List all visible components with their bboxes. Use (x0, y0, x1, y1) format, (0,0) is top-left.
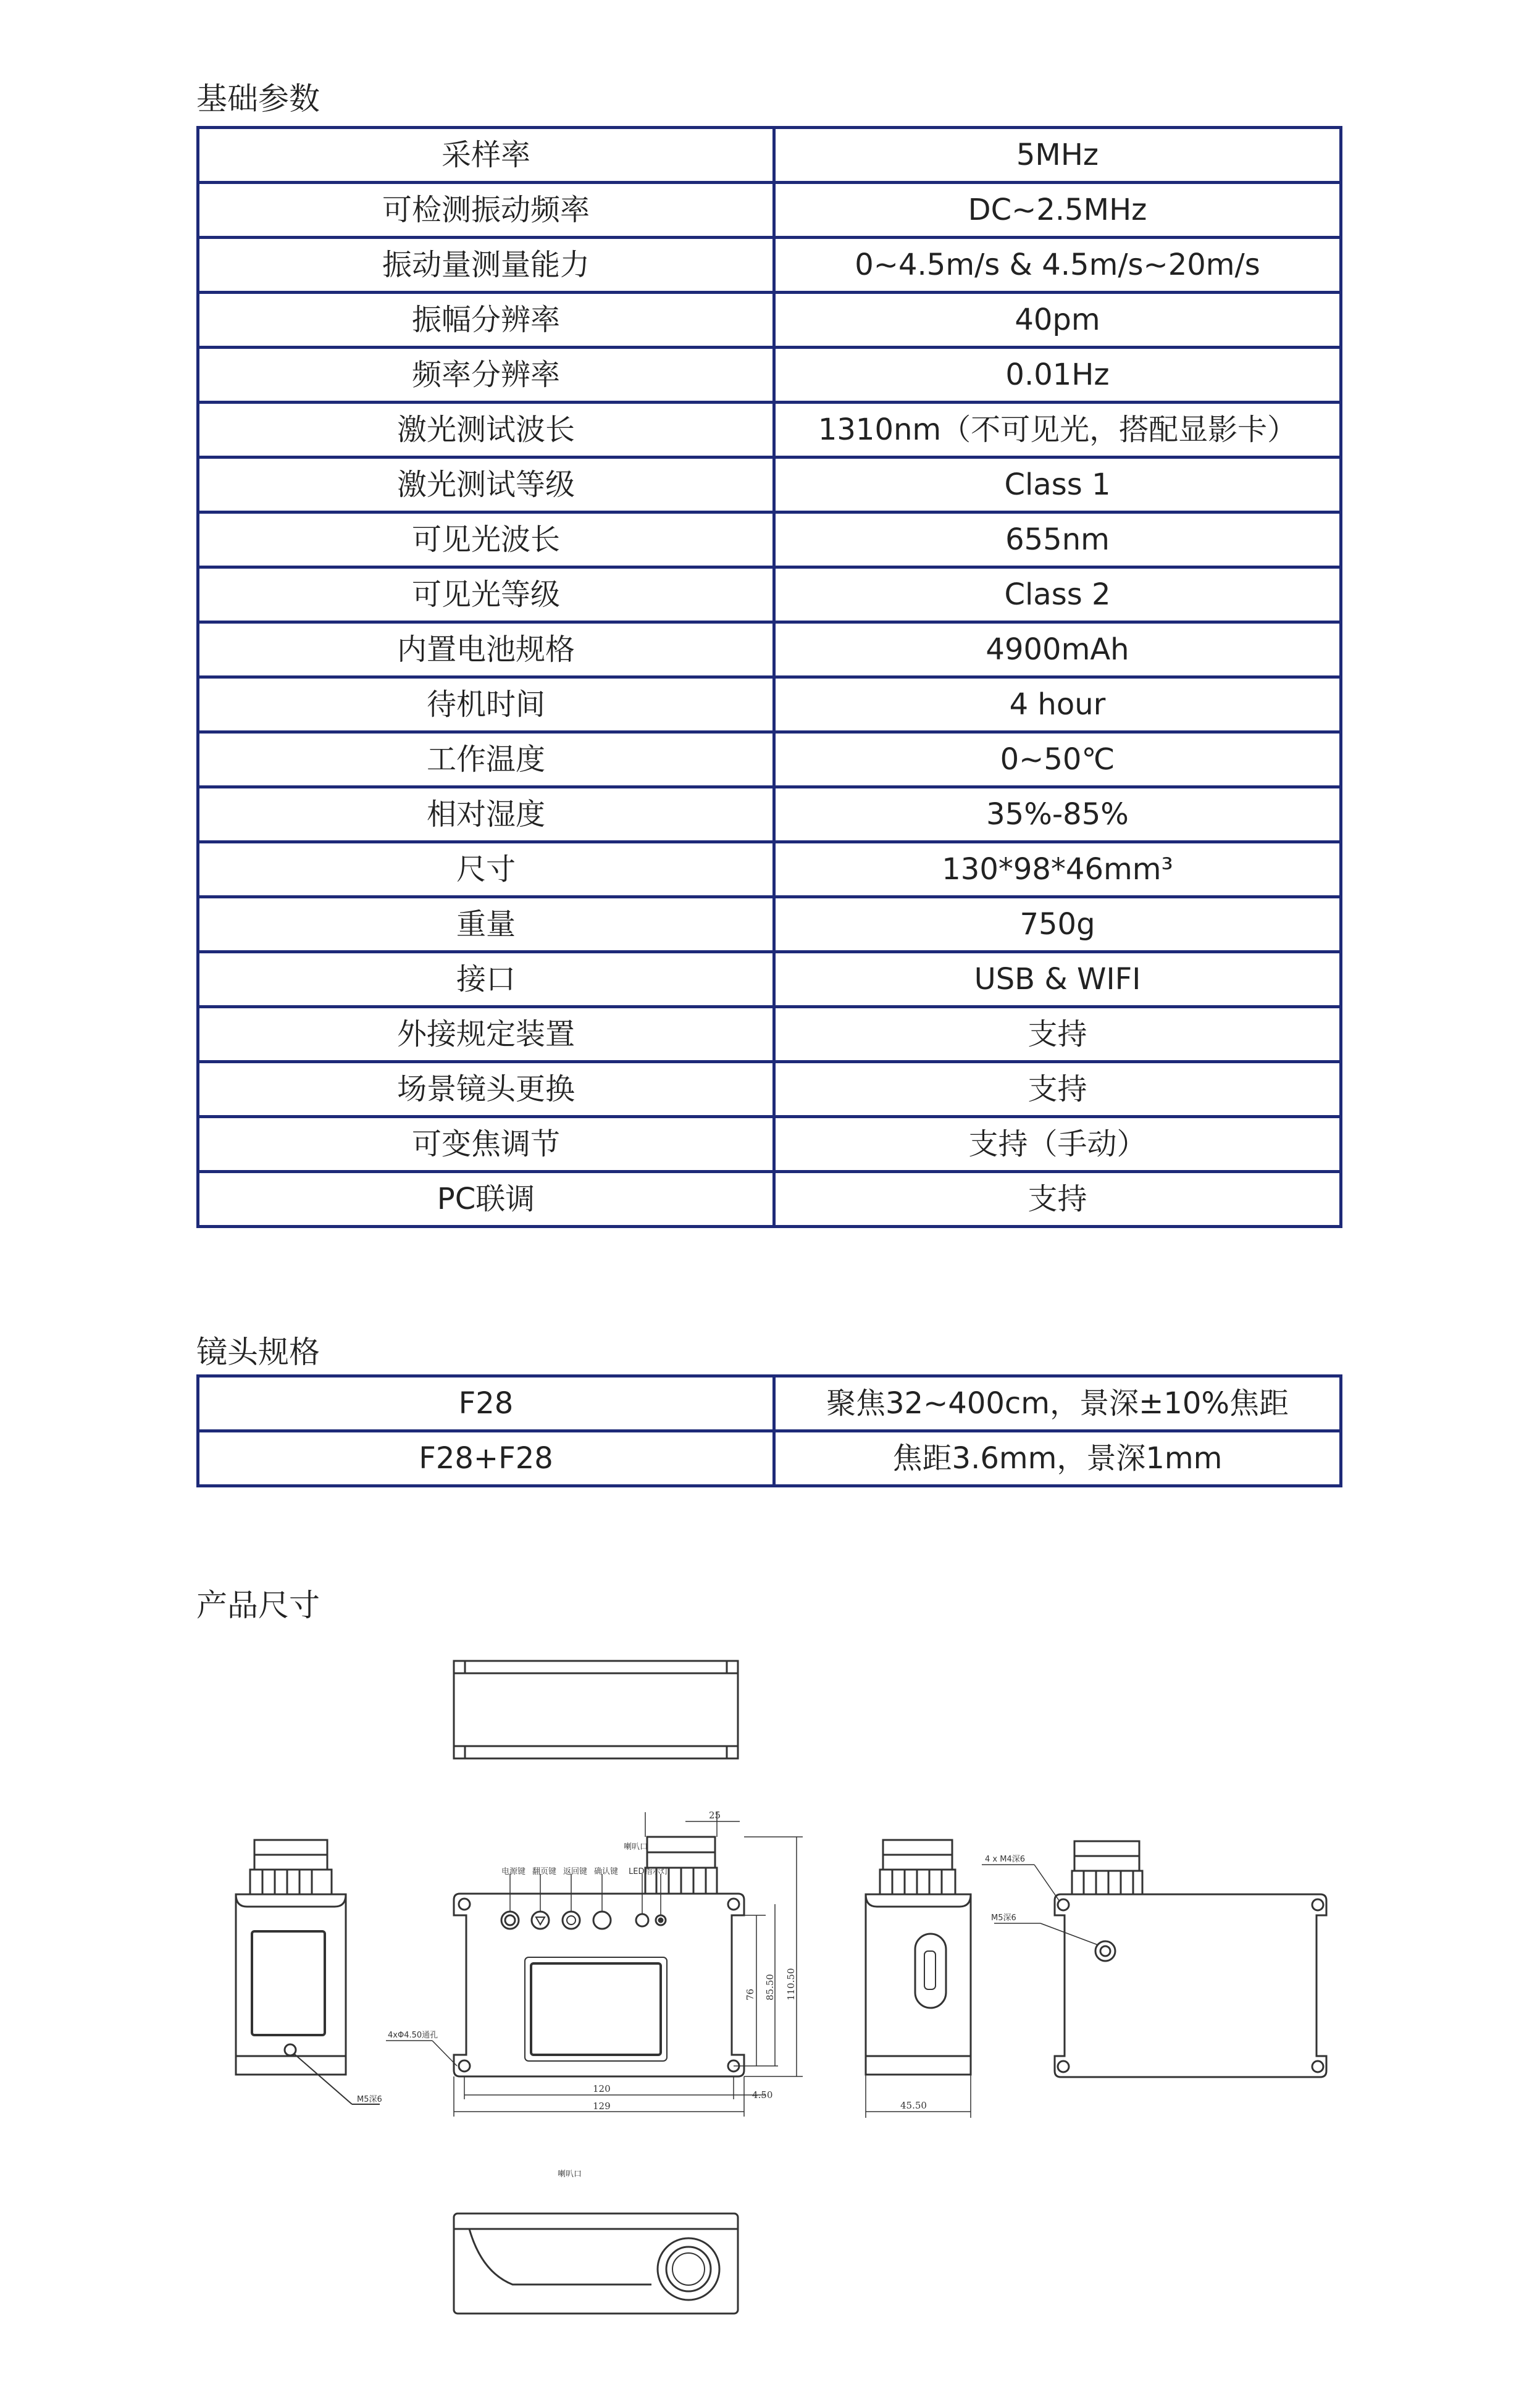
param-value: 5MHz (774, 128, 1341, 183)
m5-label-right: M5深6 (991, 1913, 1016, 1923)
param-value: 0.01Hz (774, 348, 1341, 403)
page-key-label: 翻页键 (532, 1867, 557, 1876)
param-value: DC~2.5MHz (774, 183, 1341, 238)
power-key-label: 电源键 (501, 1867, 526, 1876)
param-name: 可见光等级 (198, 567, 774, 622)
back-view (982, 1841, 1326, 2077)
param-value: 4900mAh (774, 622, 1341, 677)
param-name: 重量 (198, 897, 774, 952)
param-value: Class 1 (774, 458, 1341, 512)
param-value: 130*98*46mm³ (774, 842, 1341, 897)
dimensions-title: 产品尺寸 (196, 1587, 320, 1623)
lens-name: F28+F28 (198, 1431, 774, 1486)
speaker-label: 喇叭口 (624, 1842, 648, 1852)
param-value: 支持 (774, 1007, 1341, 1062)
led-label: LED指示灯 (629, 1867, 669, 1876)
lens-value: 焦距3.6mm，景深1mm (774, 1431, 1341, 1486)
m5-label-left: M5深6 (357, 2095, 382, 2104)
lens-value: 聚焦32~400cm，景深±10%焦距 (774, 1376, 1341, 1431)
param-name: PC联调 (198, 1172, 774, 1227)
confirm-key-label: 确认键 (594, 1867, 619, 1876)
dimension-25: 25 (709, 1810, 721, 1821)
param-value: USB & WIFI (774, 952, 1341, 1007)
basic-params-title: 基础参数 (196, 81, 320, 117)
param-value: 40pm (774, 293, 1341, 348)
param-value: 0~4.5m/s & 4.5m/s~20m/s (774, 238, 1341, 293)
speaker-label-bottom: 喇叭口 (558, 2170, 582, 2179)
param-name: 激光测试波长 (198, 403, 774, 458)
dimension-120: 120 (593, 2083, 611, 2094)
top-view (454, 1661, 738, 1758)
param-name: 可变焦调节 (198, 1117, 774, 1172)
lens-specs-title: 镜头规格 (196, 1334, 320, 1370)
param-name: 频率分辨率 (198, 348, 774, 403)
param-name: 外接规定装置 (198, 1007, 774, 1062)
param-name: 振动量测量能力 (198, 238, 774, 293)
param-value: 支持 (774, 1172, 1341, 1227)
param-value: Class 2 (774, 567, 1341, 622)
param-name: 相对湿度 (198, 787, 774, 842)
param-name: 尺寸 (198, 842, 774, 897)
dimension-4-50: 4.50 (752, 2089, 773, 2101)
dimension-110-50: 110.50 (785, 1968, 797, 2000)
param-value: 750g (774, 897, 1341, 952)
param-value: 支持（手动） (774, 1117, 1341, 1172)
dimension-129: 129 (593, 2101, 611, 2112)
param-value: 4 hour (774, 677, 1341, 732)
dimension-85-50: 85.50 (764, 1974, 776, 2000)
lens-name: F28 (198, 1376, 774, 1431)
through-hole-label: 4xΦ4.50通孔 (388, 2031, 438, 2040)
dimension-76: 76 (745, 1988, 756, 2000)
param-value: 支持 (774, 1062, 1341, 1117)
param-name: 可见光波长 (198, 512, 774, 567)
param-name: 激光测试等级 (198, 458, 774, 512)
param-name: 振幅分辨率 (198, 293, 774, 348)
left-side-view (236, 1840, 380, 2104)
bottom-view (454, 2214, 738, 2314)
param-value: 655nm (774, 512, 1341, 567)
param-value: 0~50℃ (774, 732, 1341, 787)
right-side-view (866, 1840, 971, 2118)
param-name: 内置电池规格 (198, 622, 774, 677)
param-name: 工作温度 (198, 732, 774, 787)
param-value: 1310nm（不可见光，搭配显影卡） (774, 403, 1341, 458)
front-view (386, 1812, 803, 2117)
param-name: 场景镜头更换 (198, 1062, 774, 1117)
back-key-label: 返回键 (563, 1867, 588, 1876)
param-value: 35%-85% (774, 787, 1341, 842)
param-name: 采样率 (198, 128, 774, 183)
param-name: 待机时间 (198, 677, 774, 732)
thread-label: 4 x M4深6 (985, 1855, 1025, 1864)
dimension-45-50: 45.50 (900, 2100, 927, 2111)
param-name: 接口 (198, 952, 774, 1007)
param-name: 可检测振动频率 (198, 183, 774, 238)
